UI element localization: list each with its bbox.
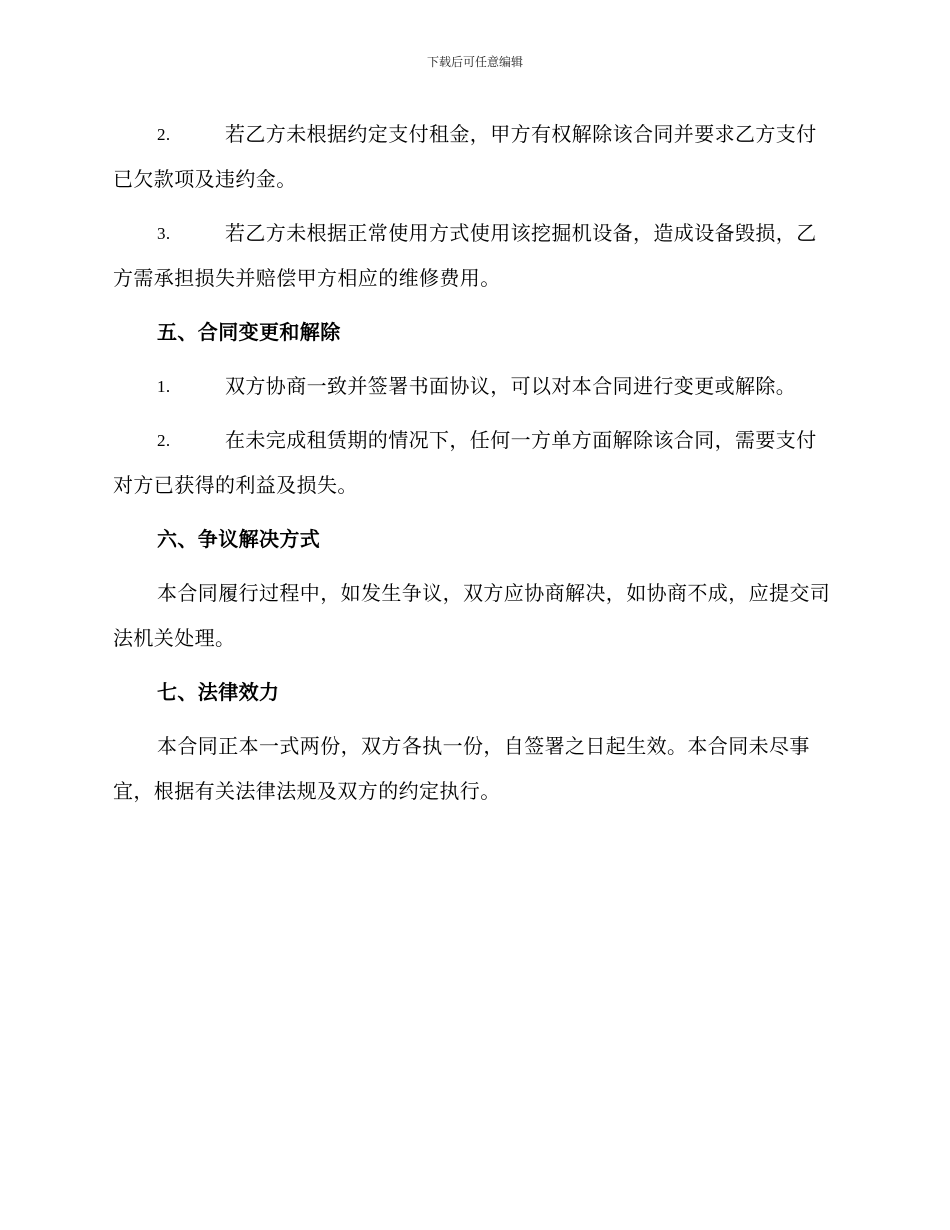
section-paragraph-6: 本合同履行过程中，如发生争议，双方应协商解决，如协商不成，应提交司法机关处理。 (113, 581, 831, 650)
clause-item (113, 211, 833, 301)
clause-text: 在未完成租赁期的情况下，任何一方单方面解除该合同，需要支付对方已获得的利益及损失。 (113, 428, 817, 497)
document-body (113, 112, 833, 823)
section-paragraph-7: 本合同正本一式两份，双方各执一份，自签署之日起生效。本合同未尽事宜，根据有关法律法规及双方的约定执行。 (113, 734, 810, 803)
clause-number: 3. (157, 224, 171, 243)
clause-text: 双方协商一致并签署书面协议，可以对本合同进行变更或解除。 (225, 374, 797, 398)
clause-number: 2. (157, 125, 171, 144)
page-header: 下载后可任意编辑 (426, 55, 523, 69)
clause-number: 2. (157, 431, 171, 450)
clause-item (113, 112, 833, 202)
clause-text: 若乙方未根据正常使用方式使用该挖掘机设备，造成设备毁损，乙方需承担损失并赔偿甲方相应的维修费用。 (113, 221, 817, 290)
clause-item (113, 418, 833, 508)
clause-number: 1. (157, 377, 171, 396)
section-heading-7: 七、法律效力 (157, 680, 280, 704)
section-heading-5: 五、合同变更和解除 (157, 320, 341, 344)
clause-item (113, 364, 833, 409)
clause-text: 若乙方未根据约定支付租金，甲方有权解除该合同并要求乙方支付已欠款项及违约金。 (113, 122, 817, 191)
section-heading-6: 六、争议解决方式 (157, 527, 321, 551)
